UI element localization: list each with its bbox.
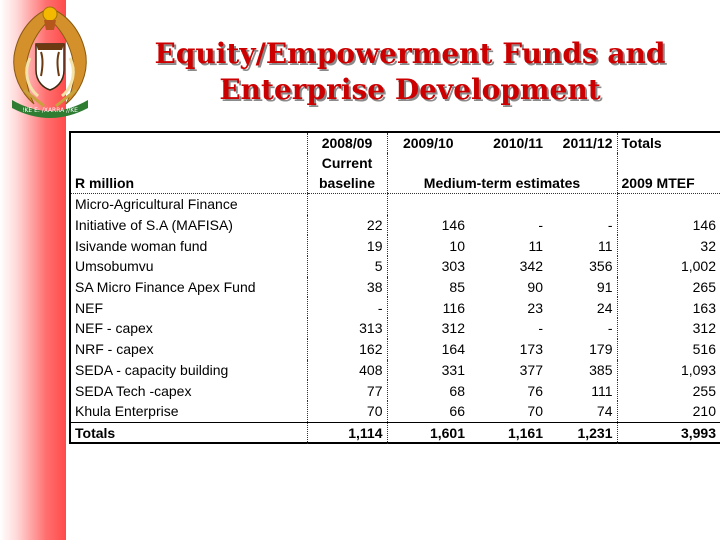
- cell-2011-12: 179: [589, 341, 613, 358]
- cell-mtef-total: 255: [617, 380, 720, 401]
- cell-2011-12: 91: [596, 279, 613, 296]
- table-row: [71, 401, 720, 422]
- cell-2010-11: -: [538, 217, 543, 234]
- cell-2009-10: 303: [387, 256, 469, 277]
- row-label: Khula Enterprise: [75, 403, 179, 420]
- row-label: Initiative of S.A (MAFISA): [75, 217, 233, 234]
- title-line-2: Enterprise Development: [219, 73, 601, 106]
- table-row: [71, 194, 720, 215]
- row-label: Umsobumvu: [75, 258, 154, 275]
- header-row-1: [71, 133, 720, 153]
- header-2008-09: 2008/09: [307, 133, 387, 153]
- cell-2009-10: 164: [387, 339, 469, 360]
- cell-2011-12: -: [607, 217, 613, 234]
- table-row: [71, 339, 720, 360]
- cell-2009-10: 68: [387, 380, 469, 401]
- page-title: [100, 36, 720, 108]
- cell-2011-12: 356: [589, 258, 613, 275]
- header-blank: [71, 133, 307, 153]
- cell-mtef-total: [617, 194, 720, 215]
- header-current: Current: [307, 153, 387, 173]
- cell-2008-09: [307, 194, 387, 215]
- table-row: [71, 215, 720, 236]
- row-label: NRF - capex: [75, 341, 154, 358]
- cell-2011-12: 111: [591, 382, 613, 399]
- totals-2010-11: 1,161: [469, 422, 547, 444]
- cell-2011-12: -: [607, 320, 613, 337]
- header-row-3: [71, 173, 720, 194]
- cell-2008-09: 313: [307, 318, 387, 339]
- cell-2010-11: 173: [519, 341, 543, 358]
- cell-2010-11: 342: [519, 258, 543, 275]
- row-label: Isivande woman fund: [75, 237, 208, 254]
- cell-mtef-total: 312: [617, 318, 720, 339]
- cell-2010-11: 23: [527, 299, 543, 316]
- cell-mtef-total: 146: [617, 215, 720, 236]
- cell-2009-10: 146: [387, 215, 469, 236]
- emblem-motto: !KE E: /XARRA //KE: [22, 107, 78, 114]
- cell-2010-11: 76: [527, 382, 543, 399]
- cell-mtef-total: 1,002: [617, 256, 720, 277]
- table-row: [71, 297, 720, 318]
- totals-row: [71, 422, 720, 444]
- cell-2008-09: 70: [307, 401, 387, 422]
- cell-2008-09: 19: [307, 235, 387, 256]
- cell-2011-12: [547, 194, 617, 215]
- cell-2008-09: 162: [307, 339, 387, 360]
- row-label: NEF: [75, 299, 103, 316]
- row-label: SEDA Tech -capex: [75, 382, 192, 399]
- table-row: [71, 380, 720, 401]
- totals-2009-10: 1,601: [387, 422, 469, 444]
- table-row: [71, 360, 720, 381]
- cell-2009-10: 66: [387, 401, 469, 422]
- cell-2010-11: -: [538, 320, 543, 337]
- cell-2009-10: [387, 194, 469, 215]
- cell-2010-11: 11: [528, 237, 543, 254]
- funds-table: [69, 131, 720, 444]
- cell-2010-11: [469, 194, 547, 215]
- row-label: NEF - capex: [75, 320, 153, 337]
- totals-mtef: 3,993: [617, 422, 720, 444]
- cell-2010-11: 90: [527, 279, 543, 296]
- coat-of-arms-icon: [4, 0, 96, 118]
- cell-2009-10: 116: [387, 297, 469, 318]
- header-medium-term: Medium-term estimates: [387, 173, 617, 194]
- table-row: [71, 235, 720, 256]
- cell-mtef-total: 516: [617, 339, 720, 360]
- cell-2009-10: 10: [387, 235, 469, 256]
- totals-label: Totals: [71, 422, 307, 444]
- table-row: [71, 256, 720, 277]
- header-totals: Totals: [617, 133, 720, 153]
- cell-2010-11: 377: [519, 361, 543, 378]
- header-2010-11: 2010/11: [493, 135, 543, 151]
- cell-2011-12: 24: [596, 299, 613, 316]
- cell-2010-11: 70: [527, 403, 543, 420]
- cell-2008-09: 408: [307, 360, 387, 381]
- cell-mtef-total: 265: [617, 277, 720, 298]
- header-r-million: R million: [71, 173, 307, 194]
- cell-2011-12: 385: [589, 361, 613, 378]
- cell-2008-09: -: [307, 297, 387, 318]
- totals-2011-12: 1,231: [547, 422, 617, 444]
- row-label: Micro-Agricultural Finance: [75, 196, 238, 213]
- cell-2011-12: 11: [597, 237, 613, 254]
- funds-table-grid: [71, 133, 720, 444]
- header-baseline: baseline: [307, 173, 387, 194]
- row-label: SEDA - capacity building: [75, 361, 229, 378]
- table-row: [71, 318, 720, 339]
- cell-2011-12: 74: [596, 403, 613, 420]
- cell-2008-09: 38: [307, 277, 387, 298]
- cell-mtef-total: 163: [617, 297, 720, 318]
- cell-mtef-total: 210: [617, 401, 720, 422]
- cell-mtef-total: 1,093: [617, 360, 720, 381]
- totals-2008-09: 1,114: [307, 422, 387, 444]
- table-row: [71, 277, 720, 298]
- cell-2008-09: 77: [307, 380, 387, 401]
- cell-2009-10: 85: [387, 277, 469, 298]
- cell-2009-10: 331: [387, 360, 469, 381]
- header-row-2: [71, 153, 720, 173]
- header-2009-10: 2009/10: [387, 133, 469, 153]
- row-label: SA Micro Finance Apex Fund: [75, 279, 256, 296]
- cell-mtef-total: 32: [617, 235, 720, 256]
- cell-2008-09: 22: [307, 215, 387, 236]
- cell-2008-09: 5: [307, 256, 387, 277]
- title-line-1: Equity/Empowerment Funds and: [154, 37, 666, 70]
- header-2009-mtef: 2009 MTEF: [617, 173, 720, 194]
- cell-2009-10: 312: [387, 318, 469, 339]
- header-2011-12: 2011/12: [562, 135, 613, 151]
